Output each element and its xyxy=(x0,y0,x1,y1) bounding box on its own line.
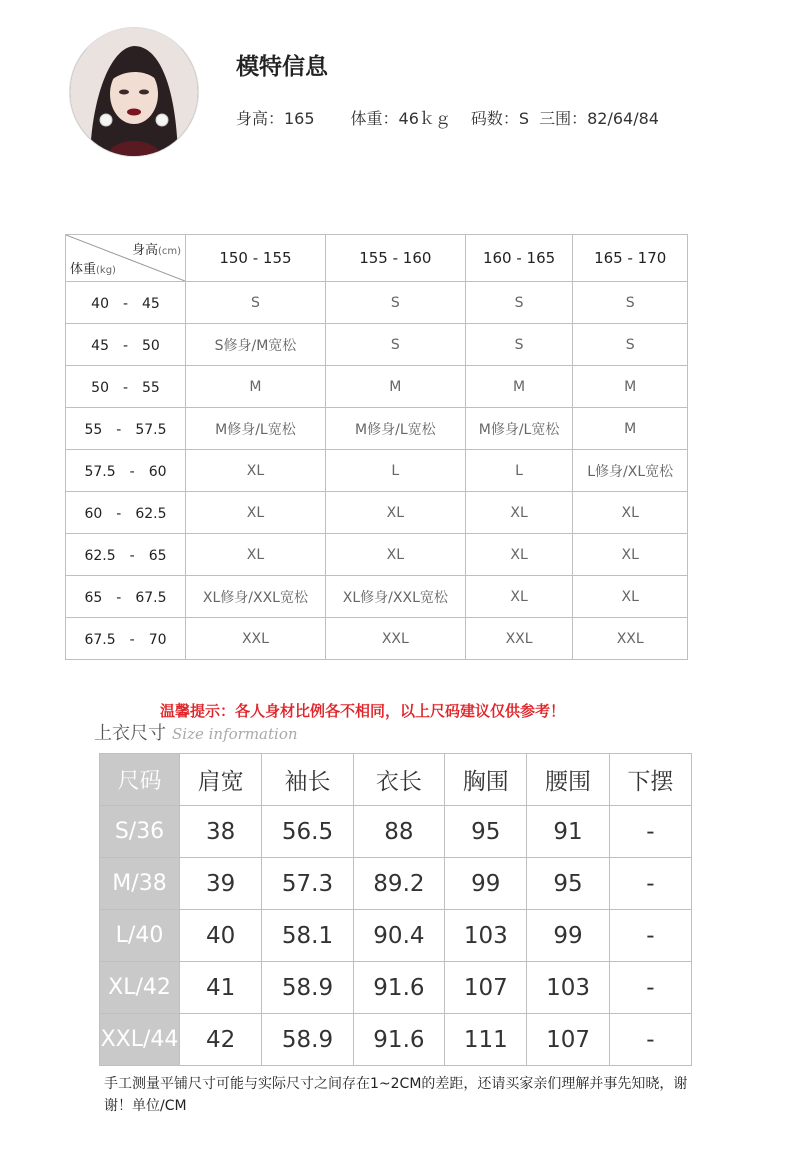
recommended-size-cell: XXL xyxy=(465,618,573,660)
size-label-cell: L/40 xyxy=(100,910,180,962)
recommended-size-cell: M修身/L宽松 xyxy=(325,408,465,450)
recommended-size-cell: S xyxy=(325,324,465,366)
model-height: 身高：165 xyxy=(236,109,315,128)
table-row xyxy=(66,534,688,576)
table-row xyxy=(66,366,688,408)
measurement-cell: 107 xyxy=(527,1014,609,1066)
column-header: 下摆 xyxy=(609,754,691,806)
recommended-size-cell: XL修身/XXL宽松 xyxy=(325,576,465,618)
measurement-footnote: 手工测量平铺尺寸可能与实际尺寸之间存在1~2CM的差距，还请买家亲们理解并事先知晓，谢谢！单位/CM xyxy=(104,1076,688,1114)
column-header: 袖长 xyxy=(262,754,353,806)
size-label-cell: XXL/44 xyxy=(100,1014,180,1066)
table-corner-cell xyxy=(66,235,186,282)
recommended-size-cell: M xyxy=(186,366,326,408)
recommended-size-cell: S修身/M宽松 xyxy=(186,324,326,366)
size-label-cell: XL/42 xyxy=(100,962,180,1014)
recommended-size-cell: M xyxy=(573,408,688,450)
column-header: 腰围 xyxy=(527,754,609,806)
recommended-size-cell: XL xyxy=(465,534,573,576)
recommended-size-cell: XL xyxy=(325,534,465,576)
recommended-size-cell: XL xyxy=(573,534,688,576)
table-row xyxy=(100,806,692,858)
measurement-cell: 38 xyxy=(180,806,262,858)
model-weight: 体重：46ｋｇ xyxy=(350,109,451,128)
table-row xyxy=(100,962,692,1014)
recommended-size-cell: S xyxy=(465,282,573,324)
measurement-cell: 90.4 xyxy=(353,910,444,962)
measurement-cell: 103 xyxy=(527,962,609,1014)
recommended-size-cell: XXL xyxy=(325,618,465,660)
table-row xyxy=(66,618,688,660)
size-info-title-en: Size information xyxy=(172,725,298,743)
warm-tip: 温馨提示：各人身材比例各不相同，以上尺码建议仅供参考！ xyxy=(160,702,566,720)
recommended-size-cell: XL xyxy=(465,576,573,618)
measurement-cell: 58.9 xyxy=(262,962,353,1014)
measurement-cell: 107 xyxy=(445,962,527,1014)
recommended-size-cell: XL修身/XXL宽松 xyxy=(186,576,326,618)
table-row xyxy=(66,492,688,534)
corner-weight-label: 体重 xyxy=(70,262,97,277)
corner-weight-unit: (kg) xyxy=(96,265,116,276)
measurement-cell: 41 xyxy=(180,962,262,1014)
measurement-cell: 58.9 xyxy=(262,1014,353,1066)
measurement-cell: 56.5 xyxy=(262,806,353,858)
recommended-size-cell: XXL xyxy=(186,618,326,660)
corner-height-label: 身高 xyxy=(131,243,158,258)
measurement-cell: 89.2 xyxy=(353,858,444,910)
measurement-cell: 99 xyxy=(527,910,609,962)
recommended-size-cell: S xyxy=(465,324,573,366)
size-label-cell: S/36 xyxy=(100,806,180,858)
table-header-row xyxy=(100,754,692,806)
measurement-cell: 91.6 xyxy=(353,962,444,1014)
model-size: 码数：S xyxy=(470,109,530,128)
measurement-cell: 111 xyxy=(445,1014,527,1066)
measurement-cell: - xyxy=(609,1014,691,1066)
measurement-cell: 58.1 xyxy=(262,910,353,962)
recommended-size-cell: L xyxy=(325,450,465,492)
table-header-row xyxy=(66,235,688,282)
measurement-cell: 99 xyxy=(445,858,527,910)
measurement-cell: - xyxy=(609,910,691,962)
recommended-size-cell: S xyxy=(325,282,465,324)
model-stats xyxy=(236,106,659,129)
measurement-cell: 103 xyxy=(445,910,527,962)
model-info-title: 模特信息 xyxy=(236,54,328,80)
measurement-cell: 91.6 xyxy=(353,1014,444,1066)
column-header: 尺码 xyxy=(100,754,180,806)
model-avatar xyxy=(70,28,198,156)
recommended-size-cell: L修身/XL宽松 xyxy=(573,450,688,492)
table-row xyxy=(66,324,688,366)
height-range-header: 150 - 155 xyxy=(186,235,326,282)
recommended-size-cell: XXL xyxy=(573,618,688,660)
size-info-title: 上衣尺寸 xyxy=(94,723,166,744)
recommended-size-cell: S xyxy=(573,282,688,324)
model-portrait-icon xyxy=(70,28,198,156)
recommended-size-cell: M xyxy=(465,366,573,408)
size-recommendation-table xyxy=(65,234,688,660)
recommended-size-cell: XL xyxy=(465,492,573,534)
recommended-size-cell: S xyxy=(573,324,688,366)
table-row xyxy=(66,408,688,450)
measurement-cell: 39 xyxy=(180,858,262,910)
weight-range-cell: 62.5 - 65 xyxy=(66,534,186,576)
measurement-cell: - xyxy=(609,806,691,858)
recommended-size-cell: M xyxy=(325,366,465,408)
recommended-size-cell: XL xyxy=(325,492,465,534)
weight-range-cell: 67.5 - 70 xyxy=(66,618,186,660)
table-row xyxy=(100,910,692,962)
measurement-cell: 95 xyxy=(445,806,527,858)
garment-size-table xyxy=(99,753,692,1066)
column-header: 肩宽 xyxy=(180,754,262,806)
measurement-cell: 40 xyxy=(180,910,262,962)
weight-range-cell: 40 - 45 xyxy=(66,282,186,324)
recommended-size-cell: XL xyxy=(186,492,326,534)
height-range-header: 155 - 160 xyxy=(325,235,465,282)
recommended-size-cell: XL xyxy=(573,576,688,618)
column-header: 胸围 xyxy=(445,754,527,806)
weight-range-cell: 45 - 50 xyxy=(66,324,186,366)
measurement-cell: - xyxy=(609,962,691,1014)
size-label-cell: M/38 xyxy=(100,858,180,910)
weight-range-cell: 55 - 57.5 xyxy=(66,408,186,450)
weight-range-cell: 65 - 67.5 xyxy=(66,576,186,618)
table-row xyxy=(100,1014,692,1066)
column-header: 衣长 xyxy=(353,754,444,806)
recommended-size-cell: M xyxy=(573,366,688,408)
height-range-header: 160 - 165 xyxy=(465,235,573,282)
size-info-heading xyxy=(94,719,298,745)
weight-range-cell: 60 - 62.5 xyxy=(66,492,186,534)
measurement-cell: 91 xyxy=(527,806,609,858)
recommended-size-cell: XL xyxy=(186,450,326,492)
recommended-size-cell: M修身/L宽松 xyxy=(186,408,326,450)
weight-range-cell: 57.5 - 60 xyxy=(66,450,186,492)
recommended-size-cell: XL xyxy=(186,534,326,576)
measurement-cell: 57.3 xyxy=(262,858,353,910)
recommended-size-cell: XL xyxy=(573,492,688,534)
table-row xyxy=(66,282,688,324)
recommended-size-cell: L xyxy=(465,450,573,492)
height-range-header: 165 - 170 xyxy=(573,235,688,282)
recommended-size-cell: M修身/L宽松 xyxy=(465,408,573,450)
measurement-cell: 42 xyxy=(180,1014,262,1066)
recommended-size-cell: S xyxy=(186,282,326,324)
table-row xyxy=(100,858,692,910)
table-row xyxy=(66,576,688,618)
corner-height-unit: (cm) xyxy=(157,246,181,257)
measurement-cell: - xyxy=(609,858,691,910)
model-measurements: 三围：82/64/84 xyxy=(539,109,659,128)
measurement-cell: 88 xyxy=(353,806,444,858)
measurement-cell: 95 xyxy=(527,858,609,910)
weight-range-cell: 50 - 55 xyxy=(66,366,186,408)
table-row xyxy=(66,450,688,492)
